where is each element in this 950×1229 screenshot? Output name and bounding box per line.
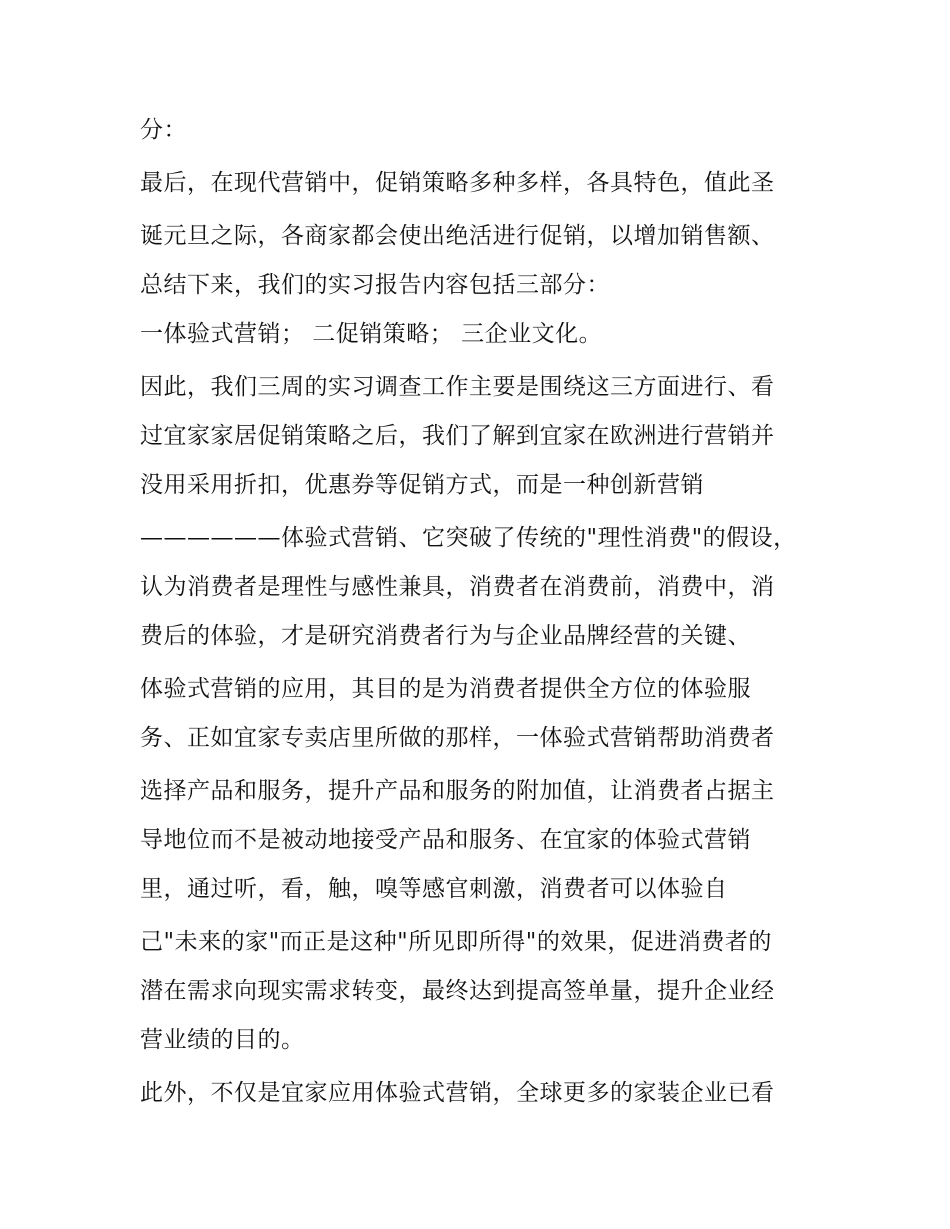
text-line: 分： [140, 117, 187, 143]
text-line: 最后，在现代营销中，促销策略多种多样，各具特色，值此圣 [140, 170, 775, 196]
text-line: 此外，不仅是宜家应用体验式营销，全球更多的家装企业已看 [140, 1080, 775, 1106]
text-line: 体验式营销的应用，其目的是为消费者提供全方位的体验服 [140, 676, 751, 702]
text-line: 营业绩的目的。 [140, 1027, 305, 1053]
text-line: 没用采用折扣，优惠券等促销方式，而是一种创新营销 [140, 472, 704, 498]
text-line: 潜在需求向现实需求转变，最终达到提高签单量，提升企业经 [140, 978, 775, 1004]
text-line: 总结下来，我们的实习报告内容包括三部分： [140, 272, 610, 298]
text-line: 因此，我们三周的实习调查工作主要是围绕这三方面进行、看 [140, 374, 775, 400]
text-line: 导地位而不是被动地接受产品和服务、在宜家的体验式营销 [140, 827, 751, 853]
text-line: 过宜家家居促销策略之后，我们了解到宜家在欧洲进行营销并 [140, 423, 775, 449]
text-line: 诞元旦之际，各商家都会使出绝活进行促销，以增加销售额、 [140, 223, 775, 249]
text-line: 费后的体验，才是研究消费者行为与企业品牌经营的关键、 [140, 623, 751, 649]
text-line: 务、正如宜家专卖店里所做的那样，一体验式营销帮助消费者 [140, 725, 775, 751]
text-line: 认为消费者是理性与感性兼具，消费者在消费前，消费中，消 [140, 574, 775, 600]
text-line: 一体验式营销； 二促销策略； 三企业文化。 [140, 321, 603, 347]
text-line: 选择产品和服务，提升产品和服务的附加值，让消费者占据主 [140, 778, 775, 804]
text-line: 里，通过听，看，触，嗅等感官刺激，消费者可以体验自 [140, 876, 728, 902]
text-line: 己"未来的家"而正是这种"所见即所得"的效果，促进消费者的 [140, 929, 772, 955]
text-line: ——————体验式营销、它突破了传统的"理性消费"的假设， [140, 525, 797, 551]
